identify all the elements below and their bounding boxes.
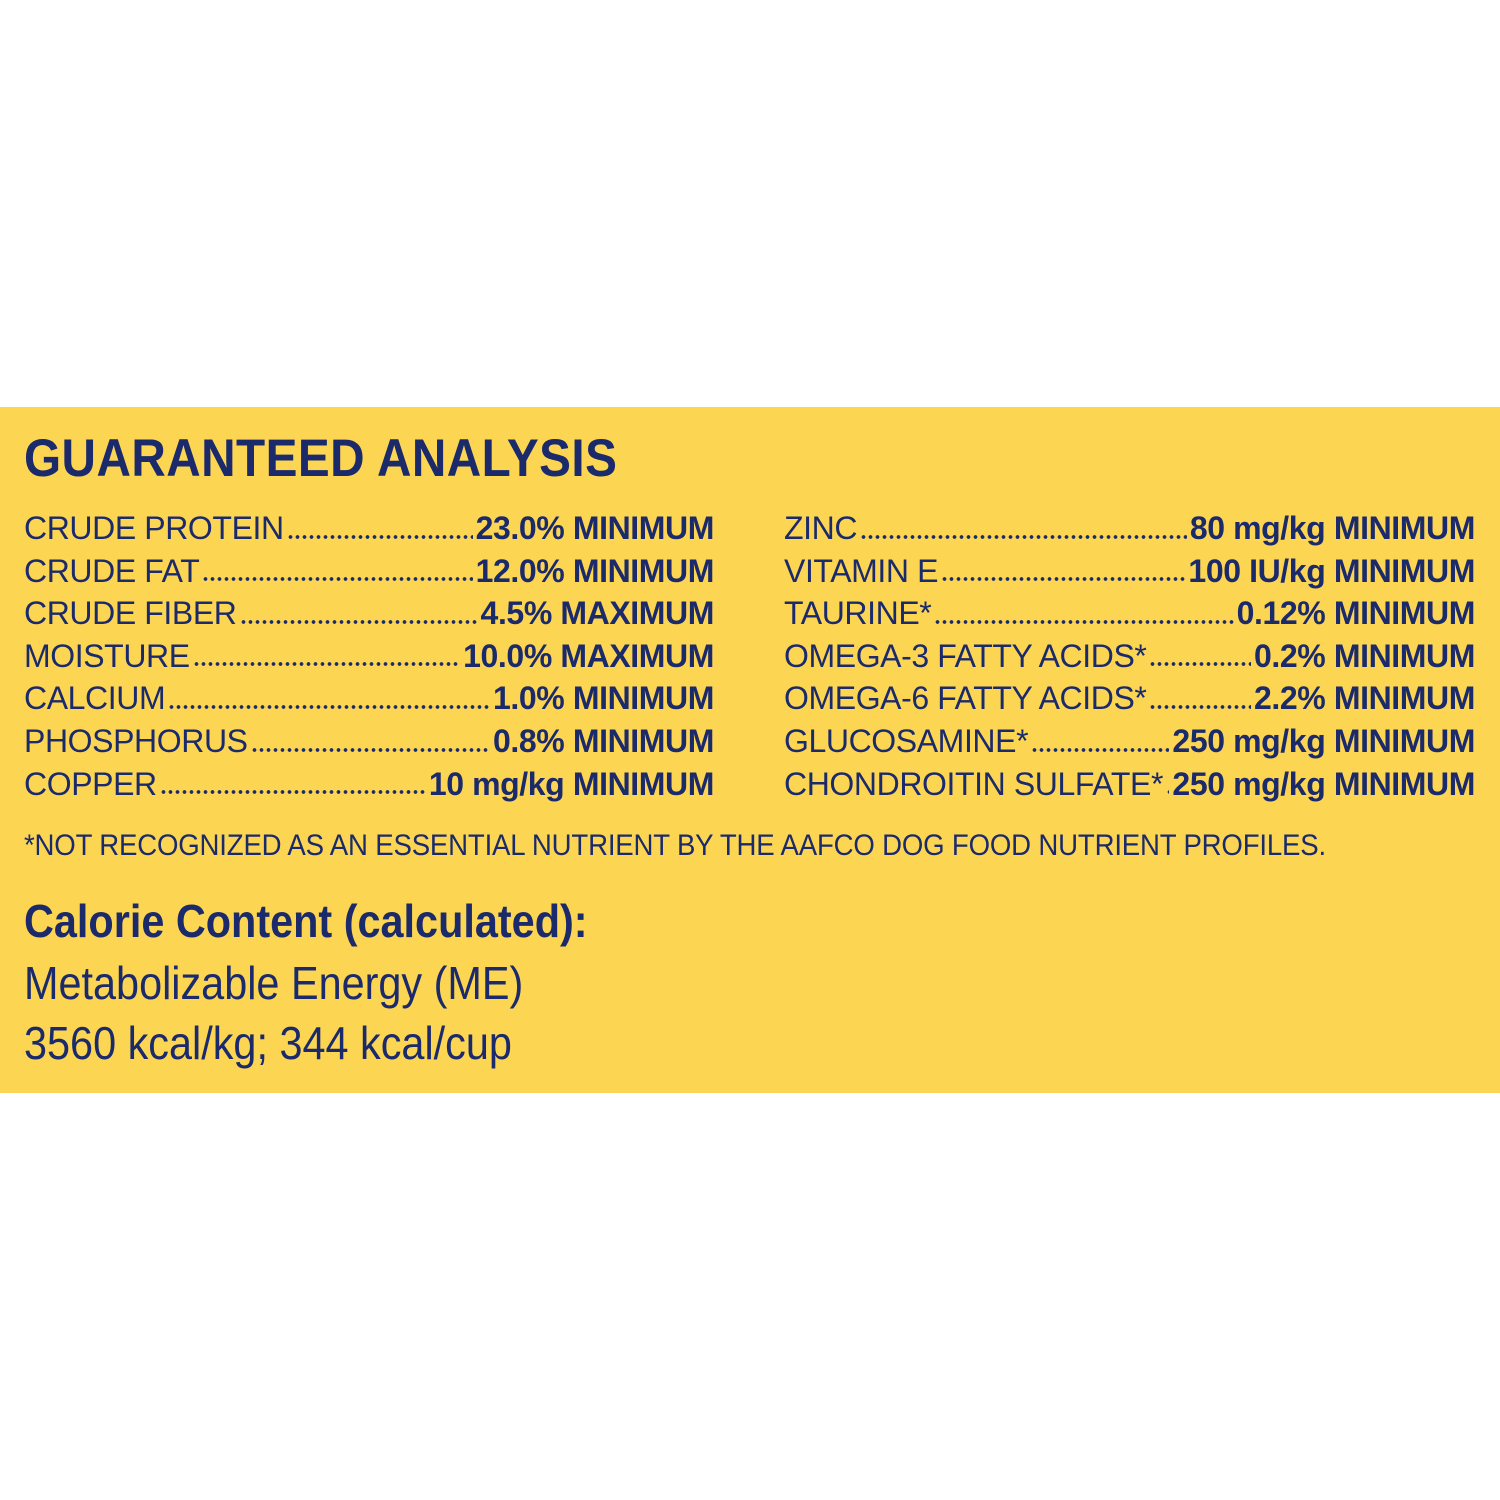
nutrient-row (784, 507, 1475, 550)
nutrient-row (24, 677, 714, 720)
nutrient-name: VITAMIN E (784, 552, 939, 589)
dot-leader (1031, 747, 1169, 753)
calorie-content-heading: Calorie Content (calculated): (24, 895, 588, 947)
dot-leader (251, 747, 490, 753)
aafco-footnote: *NOT RECOGNIZED AS AN ESSENTIAL NUTRIENT BY THE AAFCO DOG FOOD NUTRIENT PROFILES. (24, 829, 1326, 862)
guaranteed-analysis-panel (0, 407, 1500, 1093)
nutrient-row (784, 763, 1475, 806)
dot-leader (1149, 704, 1251, 710)
nutrient-row (784, 635, 1475, 678)
nutrient-value: 10 mg/kg MINIMUM (428, 765, 714, 802)
nutrient-name: CRUDE FAT (24, 552, 200, 589)
nutrient-value: 250 mg/kg MINIMUM (1172, 722, 1475, 759)
nutrient-row (24, 592, 714, 635)
nutrient-name: CRUDE FIBER (24, 595, 237, 632)
nutrient-name: PHOSPHORUS (24, 722, 248, 759)
nutrient-row (784, 720, 1475, 763)
dot-leader (240, 619, 478, 625)
nutrient-value: 0.12% MINIMUM (1236, 595, 1475, 632)
nutrient-row (24, 550, 714, 593)
nutrient-value: 0.2% MINIMUM (1254, 637, 1475, 674)
nutrient-value: 4.5% MAXIMUM (480, 595, 714, 632)
nutrient-value: 80 mg/kg MINIMUM (1189, 510, 1475, 546)
nutrient-row (784, 677, 1475, 720)
metabolizable-energy-label: Metabolizable Energy (ME) (24, 957, 524, 1009)
nutrient-row (784, 592, 1475, 635)
dot-leader (160, 789, 426, 795)
nutrient-name: CALCIUM (24, 680, 166, 717)
nutrient-name: ZINC (784, 510, 858, 546)
nutrient-value: 23.0% MINIMUM (475, 510, 714, 546)
nutrient-row (784, 550, 1475, 593)
nutrient-value: 12.0% MINIMUM (475, 552, 714, 589)
dot-leader (168, 704, 490, 710)
nutrient-value: 1.0% MINIMUM (493, 680, 714, 717)
nutrient-value: 250 mg/kg MINIMUM (1172, 765, 1475, 802)
nutrient-value: 2.2% MINIMUM (1254, 680, 1475, 717)
nutrient-column-right (784, 507, 1475, 805)
dot-leader (934, 619, 1233, 625)
nutrient-row (24, 635, 714, 678)
nutrient-row (24, 720, 714, 763)
nutrient-name: MOISTURE (24, 637, 190, 674)
nutrient-value: 0.8% MINIMUM (493, 722, 714, 759)
nutrient-column-left (24, 507, 714, 805)
nutrient-name: CRUDE PROTEIN (24, 510, 284, 546)
nutrient-row (24, 507, 714, 550)
dot-leader (1166, 789, 1169, 795)
dot-leader (202, 576, 472, 582)
dot-leader (193, 661, 460, 667)
nutrient-name: OMEGA-3 FATTY ACIDS* (784, 637, 1147, 674)
calorie-values: 3560 kcal/kg; 344 kcal/cup (24, 1017, 512, 1069)
nutrient-name: GLUCOSAMINE* (784, 722, 1029, 759)
dot-leader (941, 576, 1185, 582)
dot-leader (860, 534, 1187, 540)
nutrient-value: 10.0% MAXIMUM (463, 637, 714, 674)
nutrient-name: COPPER (24, 765, 157, 802)
nutrient-row (24, 763, 714, 806)
nutrient-name: CHONDROITIN SULFATE* (784, 765, 1164, 802)
panel-title: GUARANTEED ANALYSIS (24, 429, 618, 488)
nutrient-name: OMEGA-6 FATTY ACIDS* (784, 680, 1147, 717)
nutrient-value: 100 IU/kg MINIMUM (1188, 552, 1475, 589)
dot-leader (1149, 661, 1251, 667)
dot-leader (287, 534, 473, 540)
nutrient-name: TAURINE* (784, 595, 932, 632)
